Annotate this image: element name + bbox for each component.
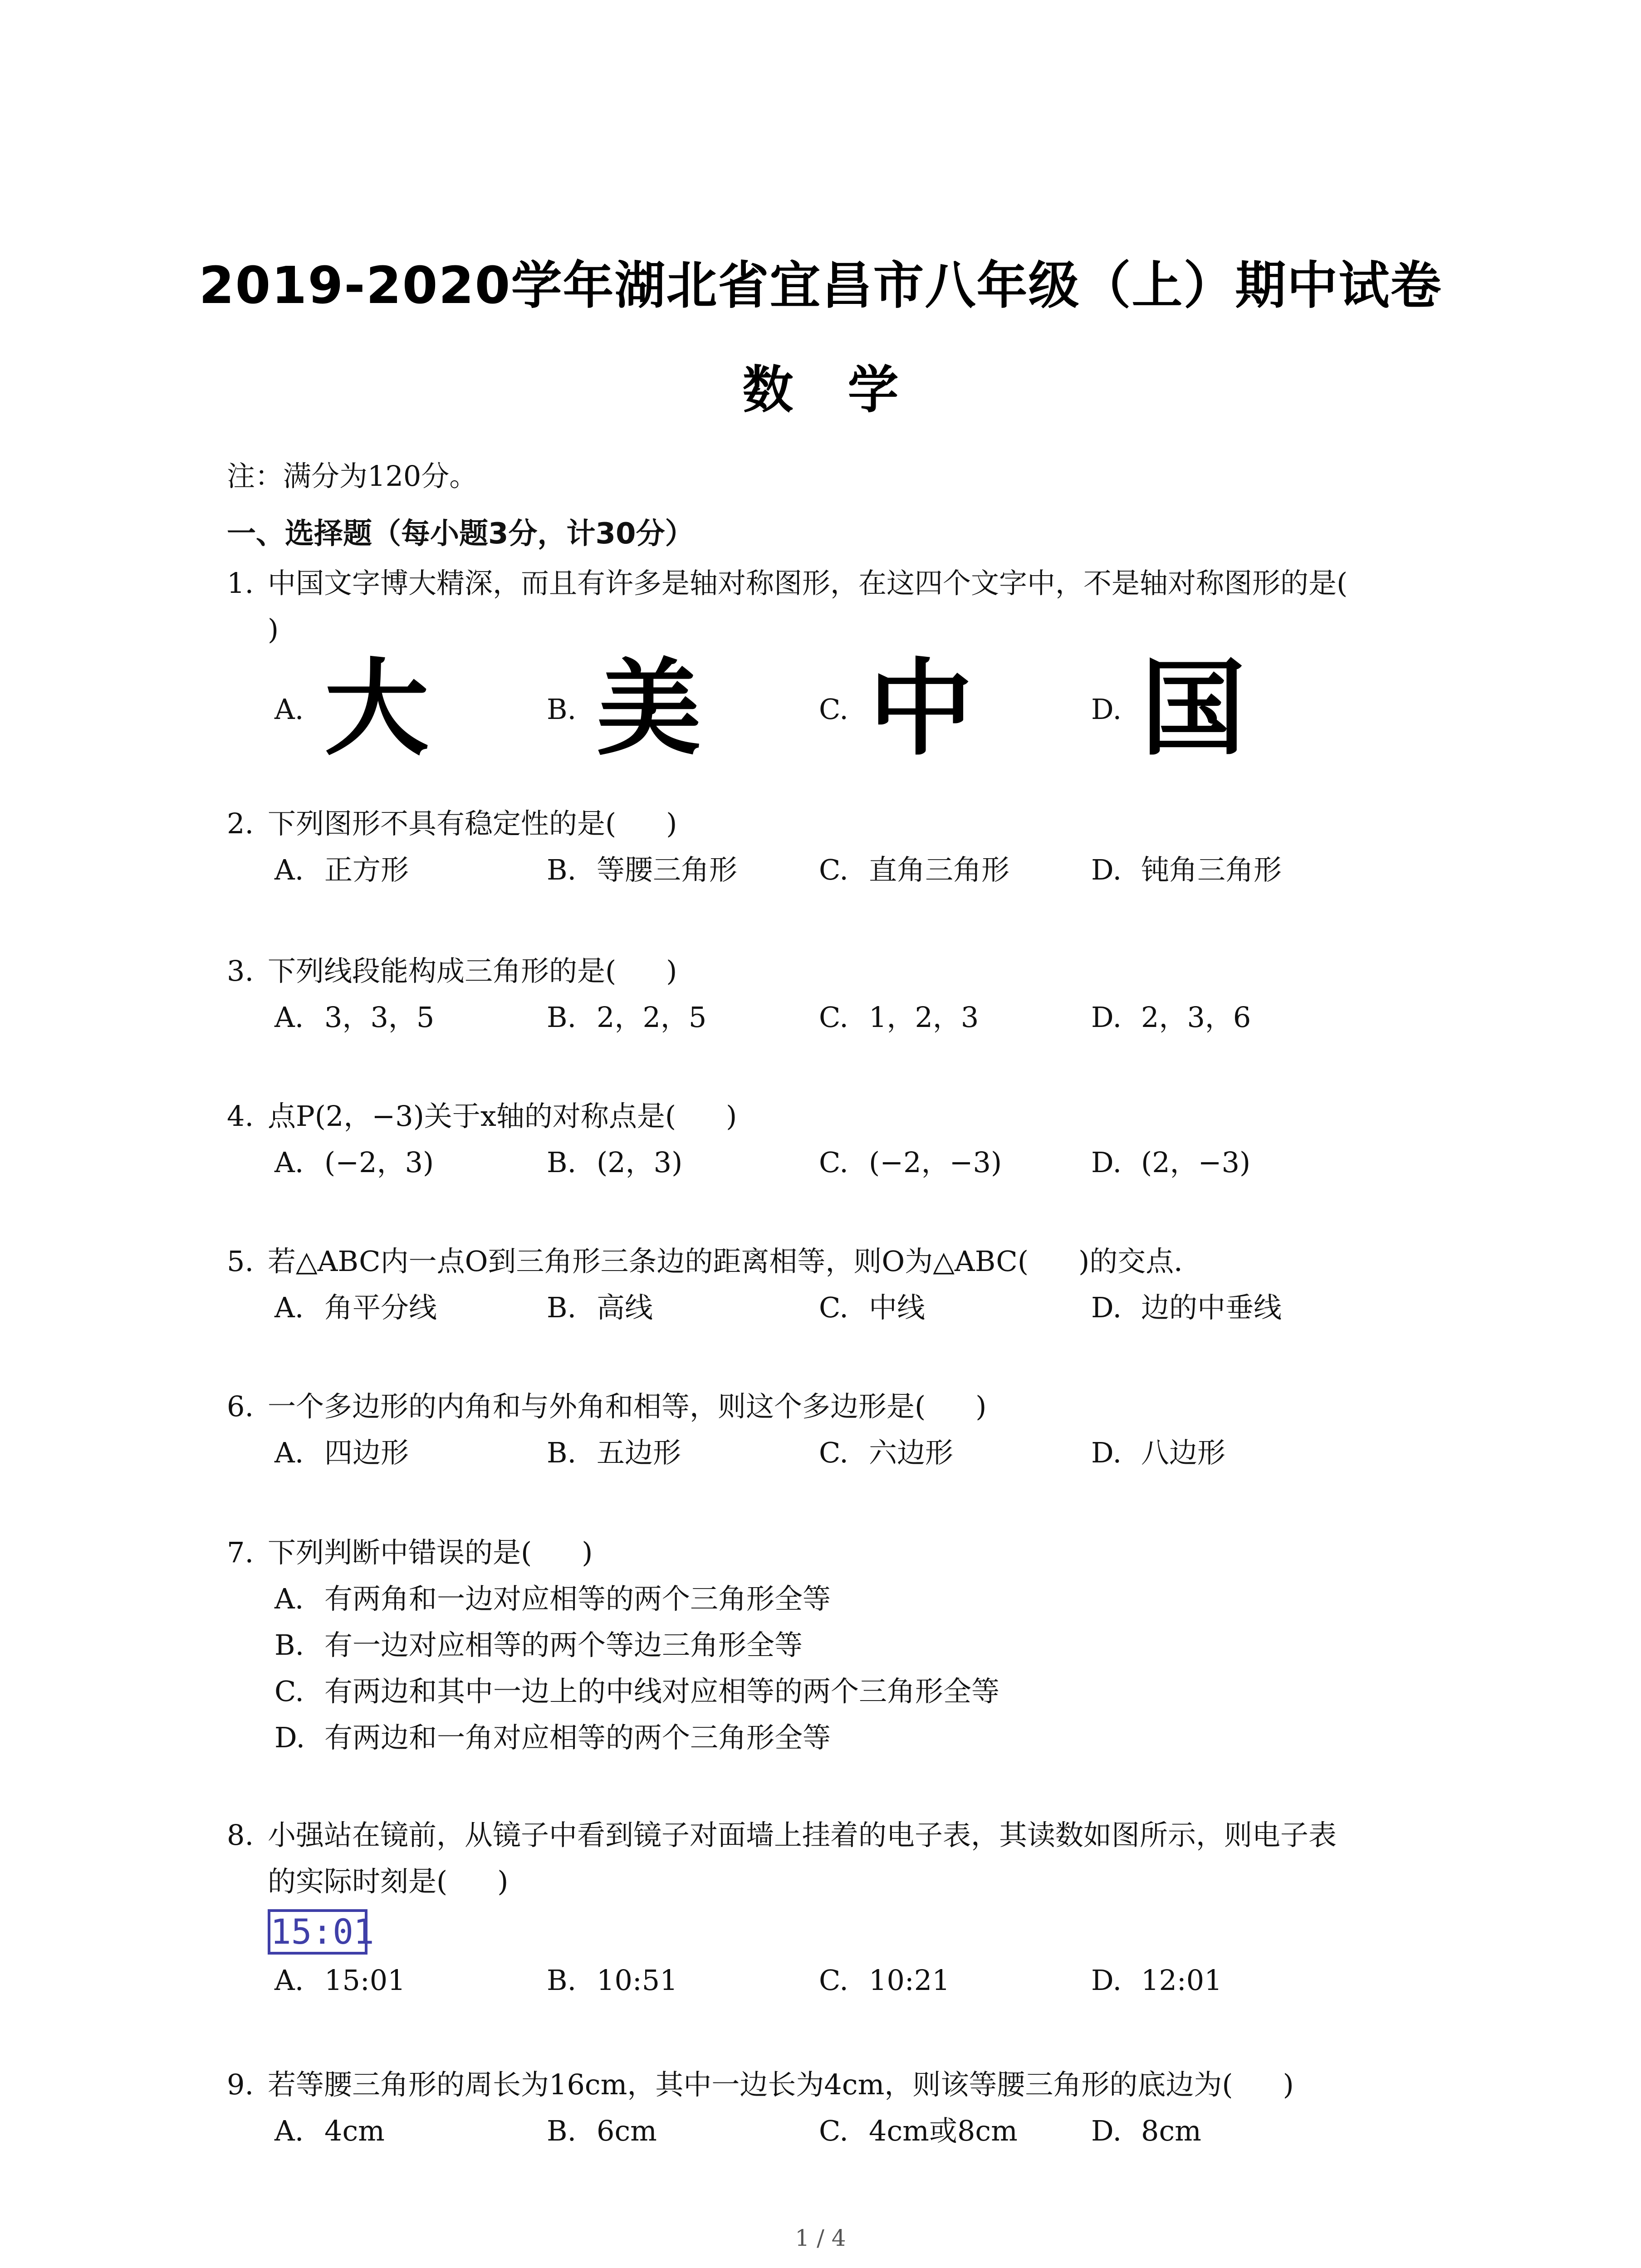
question-text-end: ) [497,1865,509,1898]
option-label: B. [547,2114,577,2147]
option-label: C. [819,1291,848,1324]
option-label: C. [819,1964,848,1997]
option-text: (2，−3) [1141,1146,1251,1179]
exam-title: 2019-2020学年湖北省宜昌市八年级（上）期中试卷 [199,256,1442,315]
question-6 [227,1383,1443,1476]
question-text-end: ) [582,1536,593,1569]
option-c[interactable] [819,1139,1002,1186]
option-label: C. [819,2114,848,2147]
option-label: B. [547,1291,577,1324]
option-c[interactable] [819,847,1009,893]
question-text: 下列图形不具有稳定性的是( [268,807,617,840]
option-label: B. [547,693,577,726]
option-text: 10:21 [869,1964,950,1997]
question-2 [227,801,1443,893]
option-text: 边的中垂线 [1141,1291,1282,1324]
question-number: 7. [227,1536,254,1569]
question-stem [227,1812,1443,1858]
option-text: 八边形 [1141,1436,1226,1469]
option-text: 高线 [597,1291,653,1324]
options [227,2108,1443,2154]
question-3 [227,948,1443,1041]
option-a[interactable] [274,1139,434,1186]
question-text: 下列线段能构成三角形的是( [268,954,617,987]
question-stem [227,2062,1443,2108]
question-text-end: ) [666,807,677,840]
option-c[interactable] [227,1668,1443,1715]
option-text: 中线 [869,1291,926,1324]
options [227,1139,1443,1186]
option-a[interactable] [274,649,429,770]
question-text-cont: ) [268,613,279,646]
option-text: 正方形 [324,853,409,886]
option-c[interactable] [819,649,974,770]
option-label: B. [547,1001,577,1034]
question-text-end: )的交点． [1078,1245,1202,1278]
option-text: 等腰三角形 [597,853,738,886]
option-text: 四边形 [324,1436,409,1469]
option-text: (2，3) [597,1146,683,1179]
option-text: 3，3，5 [324,1001,435,1034]
option-label: D. [1091,1146,1122,1179]
option-d[interactable] [227,1715,1443,1761]
option-label: A. [274,1146,304,1179]
option-label: A. [274,853,304,886]
option-a[interactable] [274,1957,406,2004]
question-stem [227,1093,1443,1139]
options [227,994,1443,1041]
subject-title: 数学 [742,361,953,420]
question-1 [227,560,1443,775]
page-indicator: 1 / 4 [795,2225,846,2251]
option-text: (−2，−3) [869,1146,1002,1179]
option-label: D. [1091,693,1122,726]
options [227,1285,1443,1331]
option-d[interactable] [1091,649,1246,770]
option-c[interactable] [819,1957,950,2004]
option-c[interactable] [819,1430,953,1476]
character-da: 大 [324,649,429,770]
question-7 [227,1530,1443,1761]
option-label: C. [274,1675,304,1708]
option-label: A. [274,1001,304,1034]
option-text: 有两角和一边对应相等的两个三角形全等 [324,1582,831,1615]
option-text: 1，2，3 [869,1001,979,1034]
option-label: B. [547,1964,577,1997]
option-d[interactable] [1091,2108,1201,2154]
question-number: 1. [227,567,254,600]
option-a[interactable] [274,1430,409,1476]
score-note: 注：满分为120分。 [227,459,478,493]
question-stem [227,560,1443,606]
option-text: 角平分线 [324,1291,437,1324]
option-label: C. [819,1146,848,1179]
option-b[interactable] [547,1957,678,2004]
option-text: 4cm [324,2114,385,2147]
option-label: B. [274,1628,304,1662]
question-text-end: ) [975,1390,987,1423]
option-text: 有两边和一角对应相等的两个三角形全等 [324,1721,831,1754]
option-b[interactable] [547,649,701,770]
option-text: 有两边和其中一边上的中线对应相等的两个三角形全等 [324,1675,1000,1708]
option-b[interactable] [227,1622,1443,1668]
option-text: (−2，3) [324,1146,434,1179]
option-label: D. [1091,1964,1122,1997]
option-b[interactable] [547,2108,657,2154]
options [227,1957,1443,2004]
option-text: 12:01 [1141,1964,1222,1997]
option-label: A. [274,1436,304,1469]
question-stem [227,948,1443,994]
option-c[interactable] [819,1285,925,1331]
option-label: A. [274,1964,304,1997]
option-b[interactable] [547,1285,653,1331]
option-label: D. [1091,1291,1122,1324]
option-c[interactable] [819,2108,1018,2154]
character-zhong: 中 [869,649,974,770]
option-text: 直角三角形 [869,853,1010,886]
option-label: D. [274,1721,305,1754]
option-a[interactable] [274,994,434,1041]
option-label: D. [1091,2114,1122,2147]
option-text: 2，3，6 [1141,1001,1251,1034]
question-number: 6. [227,1390,254,1423]
question-text: 若等腰三角形的周长为16cm，其中一边长为4cm，则该等腰三角形的底边为( [268,2068,1233,2101]
question-number: 5. [227,1245,254,1278]
option-text: 钝角三角形 [1141,853,1282,886]
option-text: 五边形 [597,1436,681,1469]
question-number: 9. [227,2068,254,2101]
question-text: 下列判断中错误的是( [268,1536,532,1569]
option-b[interactable] [547,847,737,893]
option-label: C. [819,1436,848,1469]
option-label: D. [1091,853,1122,886]
question-number: 3. [227,954,254,987]
option-text: 有一边对应相等的两个等边三角形全等 [324,1628,803,1662]
option-label: B. [547,853,577,886]
question-5 [227,1238,1443,1331]
question-text: 一个多边形的内角和与外角和相等，则这个多边形是( [268,1390,926,1423]
question-text: 点P(2，−3)关于x轴的对称点是( [268,1100,676,1133]
question-stem [227,1238,1443,1285]
option-a[interactable] [274,2108,385,2154]
option-text: 6cm [597,2114,657,2147]
option-d[interactable] [1091,847,1282,893]
option-a[interactable] [227,1576,1443,1622]
question-text: 小强站在镜前，从镜子中看到镜子对面墙上挂着的电子表，其读数如图所示，则电子表 [268,1818,1337,1852]
option-label: B. [547,1436,577,1469]
question-text-end: ) [1283,2068,1294,2101]
question-text-end: ) [726,1100,737,1133]
question-number: 2. [227,807,254,840]
option-d[interactable] [1091,1139,1250,1186]
section-title: 一、选择题（每小题3分，计30分） [227,517,694,551]
option-a[interactable] [274,847,409,893]
option-c[interactable] [819,994,979,1041]
option-b[interactable] [547,1430,681,1476]
question-stem [227,1383,1443,1430]
option-label: C. [819,1001,848,1034]
option-text: 六边形 [869,1436,954,1469]
option-a[interactable] [274,1285,437,1331]
question-9 [227,2062,1443,2154]
option-text: 15:01 [324,1964,406,1997]
question-text-cont: 的实际时刻是( ) [268,1865,509,1898]
option-label: A. [274,693,304,726]
option-label: D. [1091,1001,1122,1034]
question-number: 4. [227,1100,254,1133]
option-d[interactable] [1091,1285,1282,1331]
option-text: 10:51 [597,1964,678,1997]
question-text: 中国文字博大精深，而且有许多是轴对称图形，在这四个文字中，不是轴对称图形的是( [268,567,1348,600]
digital-clock-image: 15:01 [268,1909,367,1955]
question-text-end: ) [666,954,677,987]
question-stem [227,1530,1443,1576]
options [227,847,1443,893]
option-d[interactable] [1091,1957,1222,2004]
question-stem [227,801,1443,847]
option-b[interactable] [547,994,706,1041]
question-text: 若△ABC内一点O到三角形三条边的距离相等，则O为△ABC( [268,1245,1029,1278]
options [227,1430,1443,1476]
option-b[interactable] [547,1139,682,1186]
question-number: 8. [227,1818,254,1852]
option-d[interactable] [1091,994,1251,1041]
question-4 [227,1093,1443,1186]
options [227,649,1443,775]
character-mei: 美 [597,649,701,770]
option-label: B. [547,1146,577,1179]
option-label: A. [274,2114,304,2147]
option-text: 2，2，5 [597,1001,707,1034]
question-8 [227,1812,1443,2004]
option-label: C. [819,853,848,886]
option-label: A. [274,1291,304,1324]
option-label: A. [274,1582,304,1615]
option-label: D. [1091,1436,1122,1469]
character-guo: 国 [1141,649,1246,770]
option-text: 8cm [1141,2114,1201,2147]
option-text: 4cm或8cm [869,2114,1018,2147]
option-d[interactable] [1091,1430,1225,1476]
option-label: C. [819,693,848,726]
